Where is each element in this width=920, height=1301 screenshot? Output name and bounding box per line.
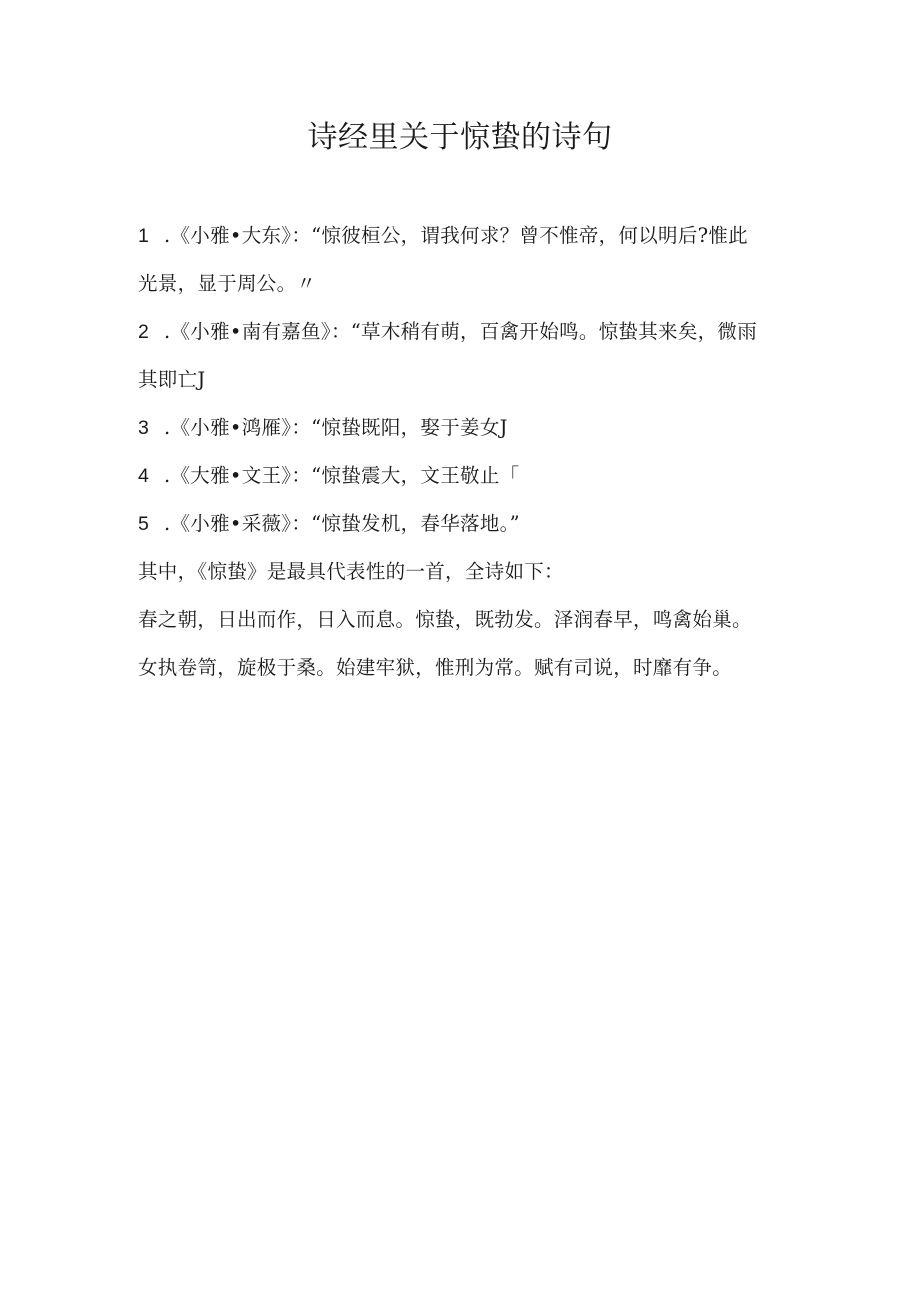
intro-paragraph: 其中，《惊蛰》是最具代表性的一首，全诗如下： [138,560,564,583]
list-item-number: 1 [138,225,150,247]
list-item [138,452,798,500]
list-item-number: 2 [138,321,150,343]
page-title: 诗经里关于惊蛰的诗句 [307,120,613,155]
list-item [138,404,798,452]
list-item-number: 4 [138,465,150,487]
list-item-text: .《小雅•南有嘉鱼》：“草木稍有萌，百禽开始鸣。惊蛰其来矣，微雨 [164,320,758,343]
poem-line: 春之朝，日出而作，日入而息。惊蛰，既勃发。泽润春早，鸣禽始巢。 [138,608,752,631]
list-item-text: .《大雅•文王》：“惊蛰震大，文王敬止「 [164,464,520,487]
list-item-text: .《小雅•大东》：“惊彼桓公，谓我何求？曾不惟帝，何以明后?惟此 [164,224,748,247]
list-item-number: 3 [138,417,150,439]
list-item-line [138,308,798,356]
list-item-line [138,452,798,500]
document-body [138,212,798,692]
list-item [138,212,798,308]
poem-line: 女执卷笥，旋极于桑。始建牢狱，惟刑为常。赋有司说，时靡有争。 [138,656,733,679]
list-item-line [138,500,798,548]
list-item-line [138,212,798,260]
list-item [138,308,798,404]
list-item-number: 5 [138,513,150,535]
list-item-continuation: 其即亡J [138,368,206,391]
list-item-text: .《小雅•采薇》：“惊蛰发机，春华落地。” [164,512,520,535]
list-item [138,500,798,548]
list-item-text: .《小雅•鸿雁》：“惊蛰既阳，娶于姜女J [164,416,508,439]
list-item-line [138,404,798,452]
list-item-continuation: 光景，显于周公。〃 [138,272,317,295]
